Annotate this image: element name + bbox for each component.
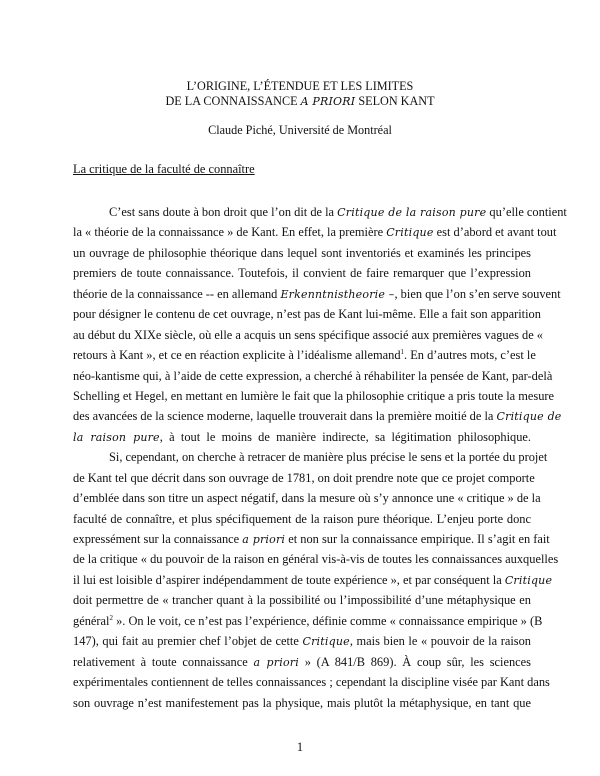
text-run: C’est sans doute à bon droit que l’on dit de la: [109, 205, 338, 219]
text-run: expressément sur la connaissance: [73, 532, 243, 546]
text-run: , bien que l’on s’en serve souvent: [394, 286, 561, 301]
text-run: général: [73, 613, 110, 628]
text-line: [73, 488, 541, 508]
text-run: retours à Kant », et ce en réaction explicite à l’idéalisme allemand: [73, 348, 401, 363]
text-line: [73, 386, 555, 406]
text-line: [73, 672, 550, 692]
text-line: [73, 549, 559, 569]
italic-run: Critique de la raison pure: [337, 206, 487, 219]
text-run: , à tout le moins de manière indirecte, sa légitimation philosophique.: [159, 429, 531, 444]
author-affiliation: Claude Piché, Université de Montréal: [208, 123, 392, 137]
text-run: expérimentales contiennent de telles connaissances ; cependant la discipline visée par Kant dans: [73, 675, 550, 690]
italic-run: a priori: [242, 533, 286, 546]
text-line: [73, 631, 531, 651]
text-line: [73, 590, 531, 610]
text-run: Si, cependant, on cherche à retracer de manière plus précise le sens et la portée du projet: [109, 450, 548, 465]
text-run: qu’elle contient: [486, 205, 567, 219]
text-line: [73, 509, 531, 529]
text-run: néo-kantisme qui, à l’aide de cette expression, a cherché à réhabiliter la pensée de Kant, par-delà: [73, 368, 553, 383]
text-run: . En d’autres mots, c’est le: [404, 348, 536, 363]
text-run: au début du XIXe siècle, où elle a acquis un sens spécifique associé aux premières vagues de «: [73, 327, 543, 342]
text-line: [73, 427, 531, 447]
text-line: [73, 263, 531, 283]
italic-run: Critique: [386, 226, 434, 240]
text-line: [73, 406, 562, 426]
text-line: [73, 570, 553, 590]
footnote-marker: 1: [400, 347, 405, 356]
text-run: il lui est loisible d’aspirer indépendamment de toute expérience », et par conséquent la: [73, 572, 505, 587]
text-run: relativement à toute connaissance: [73, 654, 254, 669]
text-line: [73, 468, 535, 488]
text-run: de la critique « du pouvoir de la raison en général vis-à-vis de toutes les connaissances auxquelles: [73, 552, 559, 567]
section-heading: La critique de la faculté de connaître: [73, 162, 255, 176]
text-run: doit permettre de « trancher quant à la possibilité ou l’impossibilité d’une métaphysique en: [73, 593, 531, 608]
text-run: un ouvrage de philosophie théorique dans lequel sont inventoriés et examinés les principes: [73, 245, 531, 260]
text-run: faculté de connaître, et plus spécifiquement de la raison pure théorique. L’enjeu porte donc: [73, 511, 531, 526]
italic-run: Critique de: [496, 410, 562, 424]
text-line: [73, 366, 553, 386]
italic-run: Erkenntnistheorie –: [280, 287, 395, 301]
text-run: , mais bien le « pouvoir de la raison: [349, 634, 531, 649]
text-run: d’emblée dans son titre un aspect négatif, dans la mesure où s’y annonce une « critique » de la: [73, 491, 541, 506]
text-run: théorie de la connaissance -- en allemand: [73, 286, 281, 301]
text-line: [73, 611, 543, 631]
text-run: 147), qui fait au premier chef l’objet de cette: [73, 634, 303, 649]
title-line-2-suffix: SELON KANT: [355, 94, 435, 108]
text-run: son ouvrage n’est manifestement pas la physique, mais plutôt la métaphysique, en tant que: [73, 695, 531, 710]
italic-run: a priori: [253, 655, 299, 669]
text-run: Schelling et Hegel, en mettant en lumière le fait que la philosophie critique a pris toute la mesure: [73, 388, 555, 403]
text-line: [73, 529, 550, 549]
text-run: pour désigner le contenu de cet ouvrage, n’est pas de Kant lui-même. Elle a fait son apparition: [73, 307, 541, 322]
title-line-1: L’ORIGINE, L’ÉTENDUE ET LES LIMITES: [186, 79, 414, 93]
text-line: [73, 325, 543, 345]
text-line: [73, 652, 531, 672]
text-run: » (A 841/B 869). À coup sûr, les sciences: [298, 654, 531, 669]
italic-run: Critique: [504, 573, 553, 587]
text-line: [73, 243, 531, 263]
body-text: [73, 202, 567, 713]
italic-run: la raison pure: [73, 430, 160, 444]
italic-run: Critique: [302, 635, 350, 649]
text-run: la « théorie de la connaissance » de Kant. En effet, la première: [73, 225, 387, 240]
text-run: est d’abord et avant tout: [433, 225, 557, 240]
text-run: premiers de toute connaissance. Toutefois, il convient de faire remarquer que l’expression: [73, 266, 531, 281]
text-line: [73, 345, 536, 365]
text-run: de Kant tel que décrit dans son ouvrage de 1781, on doit prendre note que ce projet comporte: [73, 470, 535, 485]
title-line-2: [0, 94, 600, 109]
page-number: 1: [296, 740, 304, 754]
title-line-2-italic: A PRIORI: [300, 95, 356, 108]
text-line: [73, 202, 567, 222]
text-run: et non sur la connaissance empirique. Il s’agit en fait: [285, 532, 550, 546]
text-line: [73, 304, 541, 324]
text-line: [73, 222, 557, 242]
paragraph: [73, 447, 559, 713]
text-line: [73, 284, 561, 304]
title-line-2-prefix: DE LA CONNAISSANCE: [165, 94, 301, 108]
text-run: des avancées de la science moderne, laquelle trouverait dans la première moitié de la: [73, 409, 497, 424]
footnote-marker: 2: [109, 613, 113, 622]
paragraph: [73, 202, 567, 447]
text-line: [73, 447, 548, 467]
text-run: ». On le voit, ce n’est pas l’expérience, définie comme « connaissance empirique » (B: [112, 613, 543, 628]
text-line: [73, 693, 531, 713]
